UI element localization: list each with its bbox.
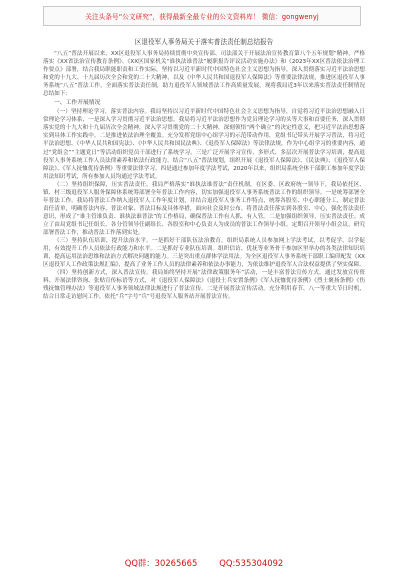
top-banner bbox=[0, 0, 408, 36]
banner-text: 关注头条号“公文研究”，获得最新全最专业的公文资料库！ 微信：gongwenyj bbox=[85, 13, 319, 21]
document-title: 区退役军人事务局关于落实普法责任制总结报告 bbox=[134, 38, 274, 46]
footer-qq-group: QQ群：30265665 bbox=[124, 558, 198, 568]
document-body bbox=[43, 38, 365, 301]
footer-qq: QQ:535304092 bbox=[219, 558, 284, 568]
section-heading: 一、工作开展情况 bbox=[54, 100, 101, 107]
paragraph-training: （三）坚持队伍培训，提升法治水平。一是抓好干部队伍法治教育。组织局系统人员参加网上学法考试，以考促学、以学促用，有效提升工作人员依法行政能力和水平。二是抓好专业队伍培训。组织信访、优抚等业务骨干参加区里举办的各类法律知识培训，提高运用法治思维和法治方式解决问题的能力。三是突出重点群体学法用法。为全区退役军人事务系统干部职工编印配发《XX区退役军人工作政策法规汇编》，提高了业务工作人员的法律素养和依法办事能力，为依法维护退役军人合法权益提供了坚实保障。 bbox=[43, 238, 365, 269]
paragraph-theory-study: （一）坚持理论学习，落实普法内容。我局坚持以习近平新时代中国特色社会主义思想为指导，自觉将习近平法治思想融入日常理论学习体系，一是深入学习贯彻习近平法治思想。我局将习近平法治思想作为党员理论学习的头等大事和首要任务，深入贯彻落实党的十九大和十九届历次全会精神，深入学习贯彻党的二十大精神，深刻领悟“两个确立”的决定性意义，把习近平法治思想落实到具体工作实践中。二是推进依法治理全覆盖。充分发挥党组中心组学习的示范带动作用，党组书记带头开展学习普法，将习近平法治思想、《中华人民共和国宪法》、《中华人民共和国民法典》、《退役军人保障法》等法律法规，作为中心组学习的重要内容，通过“党组会”“主题党日”等活动组织党员干部进行了系统学习。三是广泛开展学习宣传、多形式、多层次开展普法学习培训，提高退役军人事务系统工作人员法律素养和依法行政能力。结合“八五”普法规划，组织开展《退役军人保障法》、《民法典》、《退役军人保障法》、《军人抚恤优待条例》等重要法律学习。四是通过参加年度学法考试，2020年以来，组织局系统全体干部职工参加年度学法用法知识考试，所有参加人员均通过学法考试。 bbox=[43, 109, 365, 180]
footer-contact-bar bbox=[0, 554, 408, 572]
paragraph-innovation: （四）坚持创新方式，深入普法宣传。我局始终坚持开展“法律政策服务年”活动，一是丰富普法宣传方式。通过发放宣传资料、开展法律咨询、张贴宣传标语等方式，对《退役军人保障法》《退役士兵安置条例》《军人抚恤优待条例》《烈士褒扬条例》《伤残抚恤管理办法》等退役军人事务领域法律法规进行了普法宣传。二是开展普法宣传活动。充分利用春节、八一等重大节日时机，结合日常走访慰问工作，依托“兵”字号“兵”号退役军人服务站开展普法宣传。 bbox=[43, 270, 365, 301]
banner-box bbox=[43, 6, 361, 26]
paragraph-organization: （二）坚持组织保障，压实普法责任。我局严格落实“谁执法谁普法”责任机制，在区委、区政府统一领导下，我局依托区、镇、村三级退役军人服务保障体系统筹部署全年普法工作内容，切实加强退役军人事务系统普法工作的组织领导。一是统筹部署全年普法工作。我局将普法工作纳入退役军人工作年度计划，并结合退役军人事务工作特点，统筹各股室、中心职能分工，制定普法责任清单，明确普法内容、普法对象、普法目标及具体举措，面向社会及时公布。将普法责任落实到各股室、中心，强化普法责任意识，形成了“谁主管谁负责、谁执法谁普法”的工作格局，确保普法工作有人抓、有人管。二是加强组织领导，压实普法责任。成立了由局党组书记任组长、各分管领导任副组长、各股室和中心负责人为成员的普法工作领导小组，定期召开领导小组会议，研究部署普法工作，推动普法工作落到实处。 bbox=[43, 181, 365, 236]
intro-paragraph: “八五”普法开展以来，XX区退役军人事务局持续贯彻中央宣传部、司法部关于开展法治宣传教育第八个五年规划”精神，严格落实《XX省法治宣传教育条例》、《XX区国家机关“谁执法谁普法”履职报告评议活动实施办法》和《2023年XX区普法依法治理工作要点》部署，结合我局职能职责和工作实际，坚持以习近平新时代中国特色社会主义思想为指导，深入贯彻落实习近平法治思想和党的十九大、十九届历次全会和党的二十大精神，以及《中华人民共和国退役军人保障法》等重要法律法规，推进区退役军人事务系统“八五”普法工作，全面落实普法责任制，助力退役军人领域普法工作高质量发展，现将我局近3年以来落实普法责任制情况总结如下： bbox=[43, 51, 365, 98]
